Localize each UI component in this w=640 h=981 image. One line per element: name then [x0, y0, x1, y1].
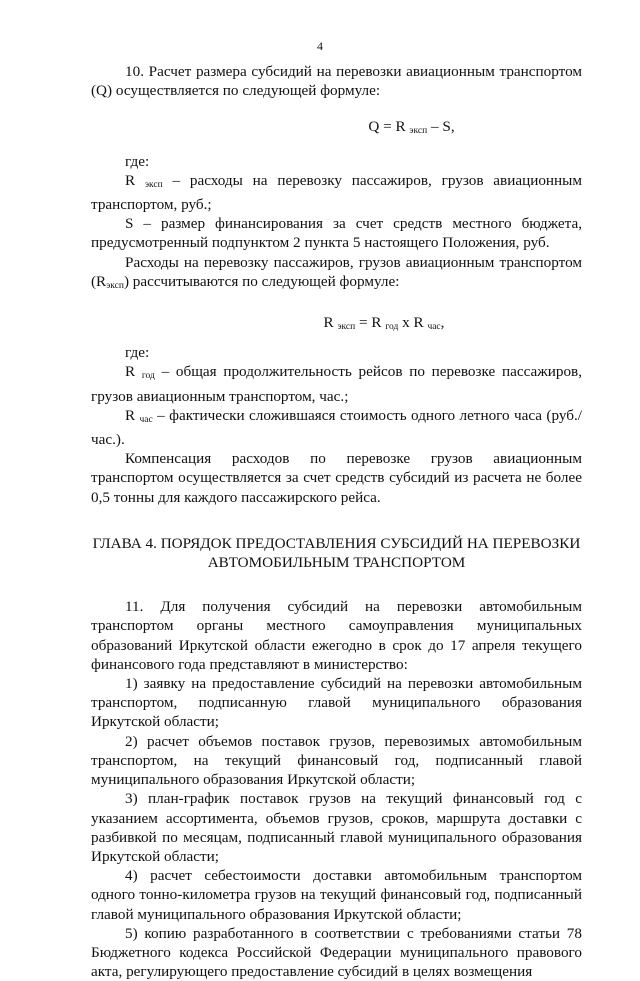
formula-q	[91, 117, 582, 141]
formula-r-exp: R $_{эксп}$ = R $_{год}$ x R $_{час}$,	[323, 314, 445, 333]
paragraph-11: 11. Для получения субсидий на перевозки автомобильным транспортом органы местного самоуправления муниципальных образований Иркутской области ежегодно в срок до 17 апреля текущего финансового года представляют в министерство:	[91, 598, 582, 673]
list-item-5: 5) копию разработанного в соответствии с требованиями статьи 78 Бюджетного кодекса Российской Федерации муниципального правового акта, регулирующего предоставление субсидий в целях возмещения	[91, 924, 582, 981]
list-item-1: 1) заявку на предоставление субсидий на перевозки автомобильным транспортом, подписанную главой муниципального образования Иркутской области;	[91, 675, 582, 731]
page-number: 4	[317, 39, 323, 53]
list-item-2: 2) расчет объемов поставок грузов, перевозимых автомобильным транспортом, на текущий финансовый год, подписанный главой муниципального образования Иркутской области;	[91, 732, 582, 789]
where-label-1: где:	[125, 152, 150, 170]
list-item-3: 3) план-график поставок грузов на текущий финансовый год с указанием ассортимента, объемов грузов, сроков, маршрута доставки с разбивкой по месяцам, подписанный главой муниципального образования Иркутской области;	[91, 790, 582, 865]
definition-s: S – размер финансирования за счет средств местного бюджета, предусмотренный подпунктом 2 пункта 5 настоящего Положения, руб.	[91, 215, 582, 252]
formula-q-subscript: эксп	[409, 126, 428, 137]
paragraph-expense-calc: Расходы на перевозку пассажиров, грузов авиационным транспортом $(R_{эксп})$ рассчитываются по следующей формуле:	[91, 253, 582, 291]
chapter-heading: ГЛАВА 4. ПОРЯДОК ПРЕДОСТАВЛЕНИЯ СУБСИДИЙ НА ПЕРЕВОЗКИ АВТОМОБИЛЬНЫМ ТРАНСПОРТОМ	[92, 534, 581, 572]
paragraph-compensation: Компенсация расходов по перевозке грузов авиационным транспортом осуществляется за счет средств субсидий из расчета не более 0,5 тонны для каждого пассажирского рейса.	[91, 450, 582, 506]
definition-r-god: R $_{год}$ – общая продолжительность рейсов по перевозке пассажиров, грузов авиационным транспортом, час.;	[91, 363, 583, 405]
definition-r-exp: R $_{эксп}$ – расходы на перевозку пассажиров, грузов авиационным транспортом, руб.;	[91, 171, 582, 214]
formula-q-lhs: Q = R	[368, 118, 406, 136]
paragraph-10: 10. Расчет размера субсидий на перевозки авиационным транспортом (Q) осуществляется по следующей формуле:	[91, 63, 582, 100]
formula-q-rhs: – S,	[430, 118, 455, 136]
document-body	[91, 62, 582, 981]
definition-r-chas: R $_{час}$ – фактически сложившаяся стоимость одного летного часа (руб./час.).	[91, 406, 583, 449]
where-label-2: где:	[125, 344, 150, 362]
list-item-4: 4) расчет себестоимости доставки автомобильным транспортом одного тонно-километра грузов на текущий финансовый год, подписанный главой муниципального образования Иркутской области;	[91, 867, 582, 923]
